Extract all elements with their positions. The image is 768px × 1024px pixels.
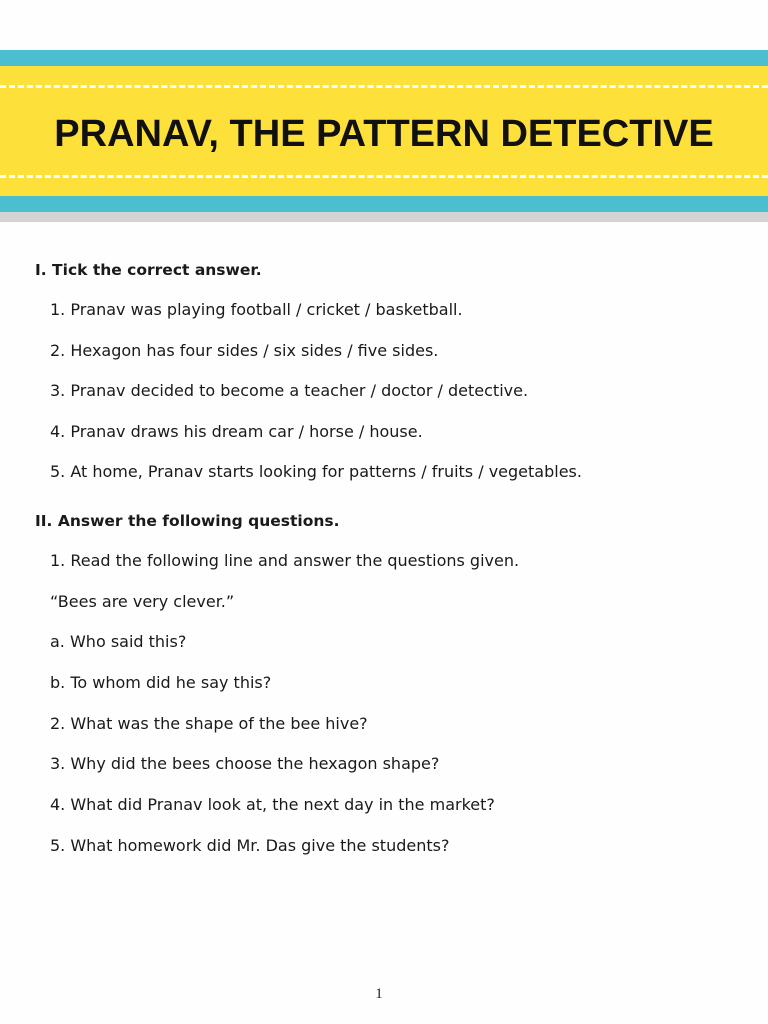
list-item: 1. Pranav was playing football / cricket / basketball.	[50, 300, 463, 319]
page-title: PRANAV, THE PATTERN DETECTIVE	[54, 113, 714, 155]
list-item: 2. What was the shape of the bee hive?	[50, 713, 368, 733]
header-band-gray	[0, 212, 768, 222]
worksheet-content	[35, 258, 735, 858]
list-item: b. To whom did he say this?	[50, 673, 272, 693]
list-item: 3. Why did the bees choose the hexagon shape?	[50, 754, 440, 774]
list-item: “Bees are very clever.”	[50, 591, 235, 611]
top-margin	[0, 0, 768, 50]
page-number: 1	[375, 986, 383, 1002]
list-item: 2. Hexagon has four sides / six sides / five sides.	[50, 340, 439, 360]
list-item: 4. What did Pranav look at, the next day in the market?	[50, 795, 495, 815]
list-item: 5. What homework did Mr. Das give the students?	[50, 835, 450, 855]
list-item: 1. Read the following line and answer the questions given.	[50, 551, 520, 570]
list-item: 4. Pranav draws his dream car / horse / house.	[50, 421, 423, 441]
section-heading-questions: II. Answer the following questions.	[35, 512, 340, 530]
header-band-teal-bottom	[0, 196, 768, 212]
list-item: 5. At home, Pranav starts looking for patterns / fruits / vegetables.	[50, 462, 582, 481]
header-dashed-line-bottom	[0, 175, 768, 178]
list-item: a. Who said this?	[50, 632, 187, 652]
list-item: 3. Pranav decided to become a teacher / doctor / detective.	[50, 381, 529, 400]
header-dashed-line-top	[0, 85, 768, 88]
header-band-teal-top	[0, 50, 768, 66]
section-heading-tick: I. Tick the correct answer.	[35, 261, 262, 279]
